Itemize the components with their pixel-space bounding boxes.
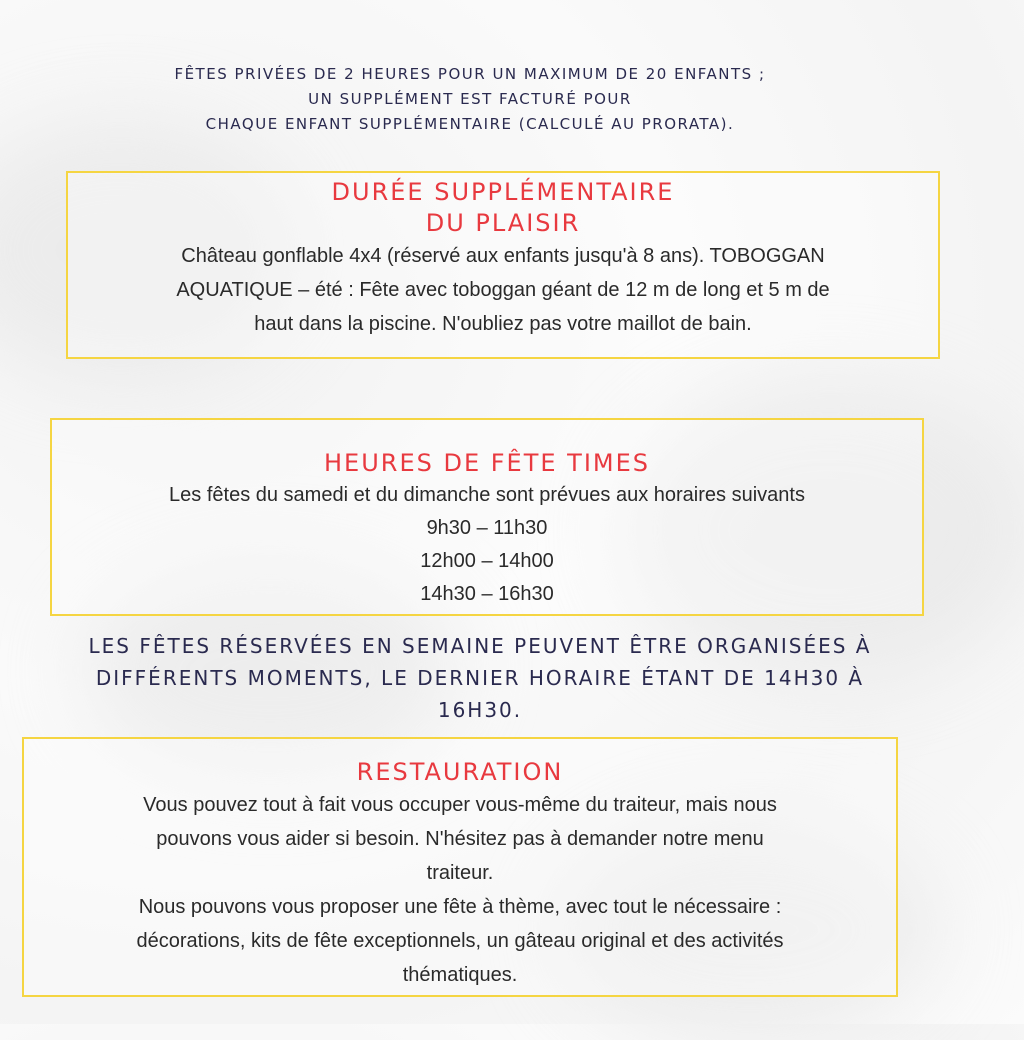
text-line: Nous pouvons vous proposer une fête à thème, avec tout le nécessaire : — [138, 896, 782, 918]
text-line: Les fêtes du samedi et du dimanche sont prévues aux horaires suivants — [169, 484, 805, 506]
text-line: thématiques. — [402, 964, 518, 986]
catering-box — [22, 737, 898, 997]
weekday-note — [40, 630, 920, 726]
party-hours-title: HEURES DE FÊTE TIMES — [323, 449, 651, 477]
text-line: Château gonflable 4x4 (réservé aux enfants jusqu'à 8 ans). TOBOGGAN — [181, 245, 825, 267]
time-slot: 14h30 – 16h30 — [420, 583, 554, 605]
text-line: AQUATIQUE – été : Fête avec toboggan géant de 12 m de long et 5 m de — [176, 279, 830, 301]
text-line: traiteur. — [426, 862, 494, 884]
title-line: DU PLAISIR — [425, 209, 581, 237]
text-line: Vous pouvez tout à fait vous occuper vous-même du traiteur, mais nous — [143, 794, 777, 816]
catering-text — [24, 788, 896, 992]
intro-line: CHAQUE ENFANT SUPPLÉMENTAIRE (CALCULÉ AU PRORATA). — [205, 115, 735, 133]
text-line: décorations, kits de fête exceptionnels, un gâteau original et des activités — [136, 930, 784, 952]
time-slot: 9h30 – 11h30 — [426, 517, 548, 539]
text-line: haut dans la piscine. N'oubliez pas votre maillot de bain. — [254, 313, 752, 335]
title-line: DURÉE SUPPLÉMENTAIRE — [331, 178, 675, 206]
intro-text — [100, 62, 840, 137]
note-line: LES FÊTES RÉSERVÉES EN SEMAINE PEUVENT ÊTRE ORGANISÉES À — [88, 634, 872, 658]
note-line: 16H30. — [437, 698, 523, 722]
time-slot: 12h00 – 14h00 — [420, 550, 554, 572]
catering-title: RESTAURATION — [356, 758, 564, 786]
text-line: pouvons vous aider si besoin. N'hésitez pas à demander notre menu — [156, 828, 764, 850]
party-hours-box — [50, 418, 924, 616]
intro-line: UN SUPPLÉMENT EST FACTURÉ POUR — [308, 90, 632, 108]
note-line: DIFFÉRENTS MOMENTS, LE DERNIER HORAIRE ÉTANT DE 14H30 À — [95, 666, 865, 690]
party-hours-text — [52, 479, 922, 611]
extra-fun-box — [66, 171, 940, 359]
extra-fun-text — [68, 239, 938, 341]
extra-fun-title — [68, 177, 938, 239]
intro-line: FÊTES PRIVÉES DE 2 HEURES POUR UN MAXIMUM DE 20 ENFANTS ; — [174, 65, 766, 83]
